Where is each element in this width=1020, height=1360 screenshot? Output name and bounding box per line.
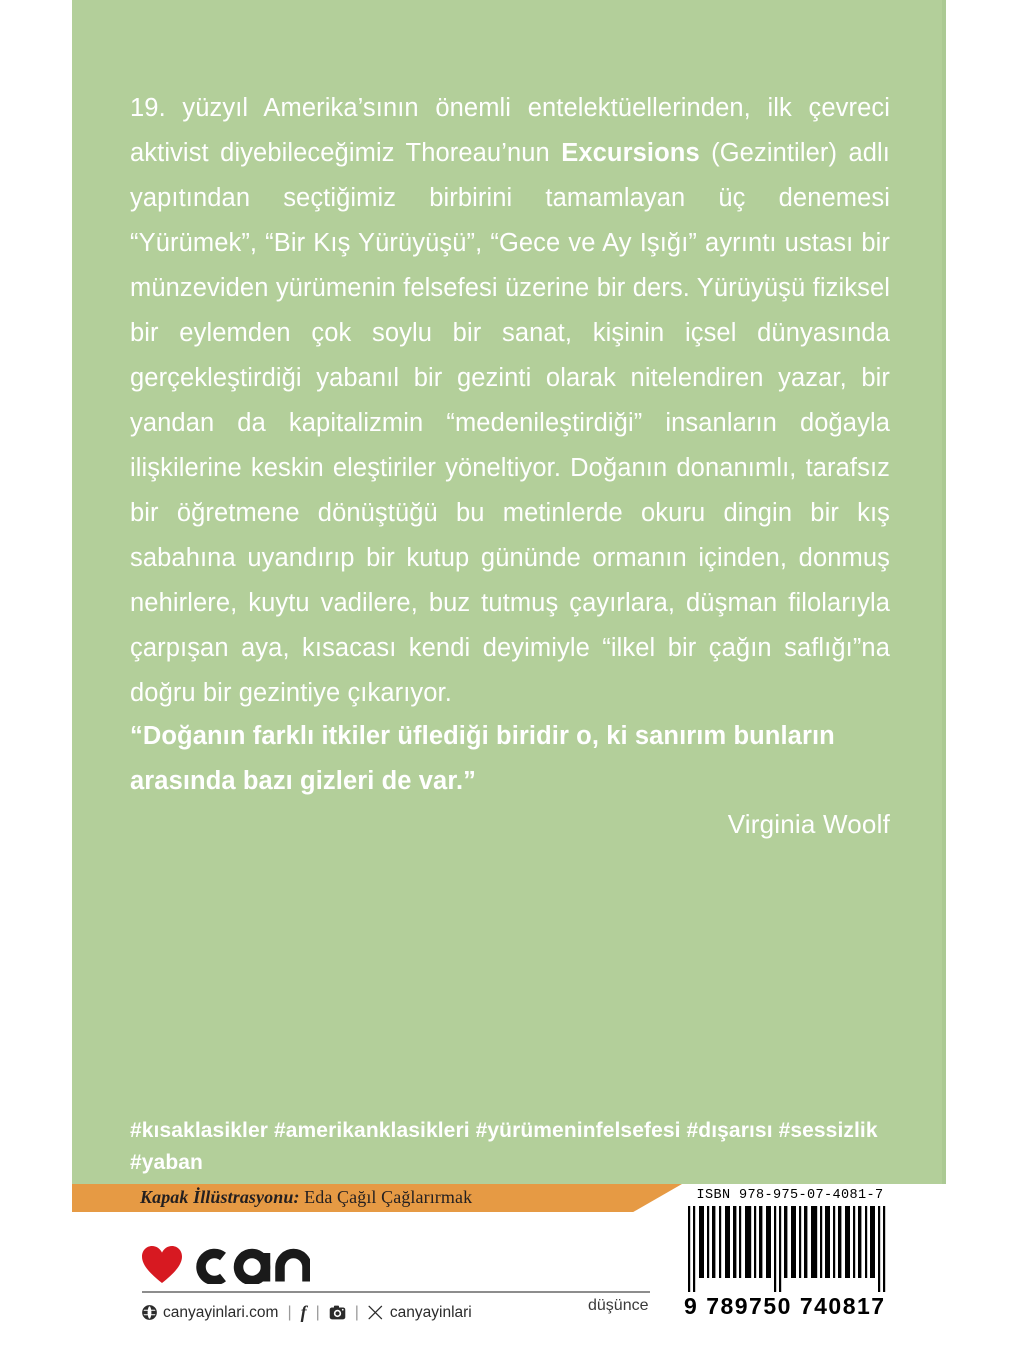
hashtag-list: #kısaklasikler #amerikanklasikleri #yürümeninfelsefesi #dışarısı #sessizlik #yaban [130, 1119, 878, 1174]
social-separator: | [287, 1303, 292, 1321]
social-separator: | [354, 1303, 359, 1321]
blurb-text-part-2: (Gezintiler) adlı yapıtından seçtiğimiz birbirini tamamlayan üç denemesi “Yürümek”, “Bir Kış Yürüyüşü”, “Gece ve Ay Işığı” ayrıntı ustası bir münzeviden yürümenin felsefesi üzerine bir ders. Yürüyüşü fiziksel bir eylemden çok soylu bir sanat, kişinin içsel dünyasında gerçekleştirdiği yabanıl bir gezinti olarak nitelendiren yazar, bir yandan da kapitalizmin “medenileştirdiği” insanların doğayla ilişkilerine keskin eleştiriler yöneltiyor. Doğanın donanımlı, tarafsız bir öğretmene dönüştüğü bu metinlerde okuru dingin bir kış sabahına uyandırıp bir kutup gününde ormanın içinden, donmuş nehirlere, kuytu vadilere, buz tutmuş çayırlara, düşman filolarıyla çarpışan aya, kısacası kendi deyimiyle “ilkel bir çağın saflığı”na doğru bir gezintiye çıkarıyor. [130, 138, 890, 707]
facebook-icon[interactable]: f [300, 1302, 307, 1322]
can-wordmark [188, 1236, 310, 1284]
publisher-block [142, 1236, 662, 1323]
x-twitter-icon[interactable] [368, 1305, 383, 1320]
pull-quote: “Doğanın farklı itkiler üflediği biridir o, ki sanırım bunların arasında bazı gizleri de var.” [130, 721, 835, 795]
blurb-text-part-1: 19. yüzyıl Amerika’sının önemli entelektüellerinden, ilk çevreci aktivist diyebileceğimiz Thoreau’nun [130, 93, 890, 167]
cover-illustration-artist: Eda Çağıl Çağlarırmak [299, 1187, 473, 1207]
barcode-digit-group-1: 789750 [706, 1293, 792, 1319]
blurb-paragraph [130, 86, 890, 716]
isbn-barcode-block [684, 1188, 896, 1320]
globe-icon[interactable] [142, 1305, 157, 1320]
barcode-digit-group-2: 740817 [799, 1293, 886, 1319]
imprint-label: düşünce [588, 1297, 649, 1314]
quote-attribution: Virginia Woolf [727, 809, 890, 839]
barcode-bars-icon [684, 1206, 896, 1292]
logo-divider [142, 1291, 650, 1293]
x-handle-link[interactable]: canyayinlari [389, 1303, 472, 1321]
social-separator: | [315, 1303, 320, 1321]
can-publishing-logo [142, 1236, 662, 1284]
barcode-digits [684, 1293, 896, 1320]
cover-illustration-credit [140, 1187, 472, 1208]
social-links-row [142, 1302, 662, 1323]
heart-icon [142, 1246, 182, 1284]
isbn-number: ISBN 978-975-07-4081-7 [696, 1188, 884, 1203]
website-link[interactable]: canyayinlari.com [163, 1303, 279, 1321]
book-title-excursions: Excursions [561, 138, 700, 167]
barcode-digit-first: 9 [684, 1293, 699, 1319]
book-back-cover-panel [72, 0, 946, 1184]
instagram-icon[interactable] [329, 1305, 346, 1320]
cover-illustration-label: Kapak İllüstrasyonu: [140, 1187, 300, 1207]
